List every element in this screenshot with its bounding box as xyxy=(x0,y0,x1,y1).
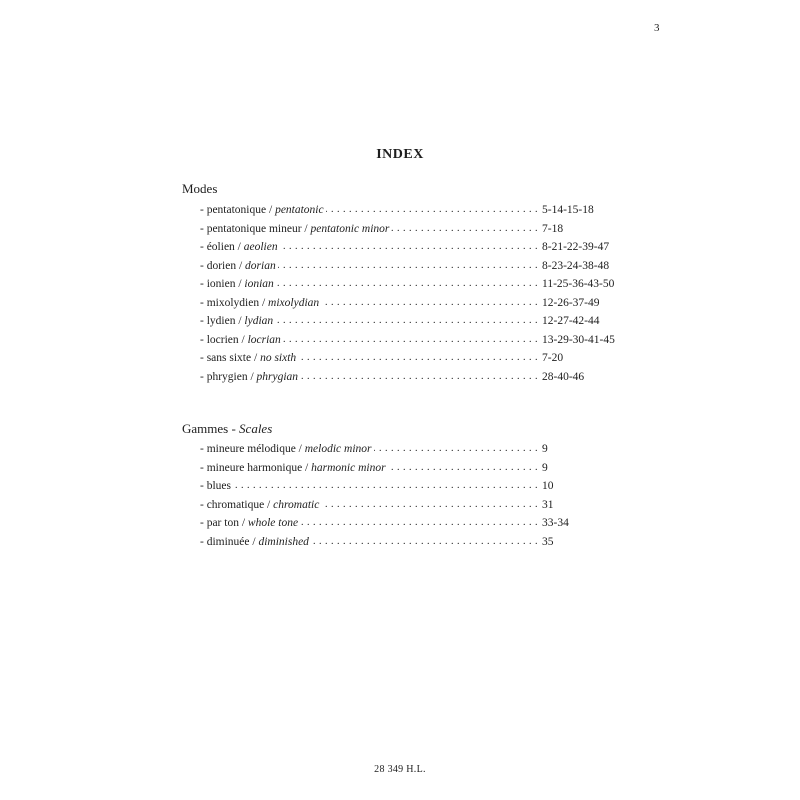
index-entry xyxy=(200,368,585,387)
index-entry xyxy=(200,312,600,331)
entry-label xyxy=(200,278,276,290)
index-title: INDEX xyxy=(376,147,424,162)
entry-label xyxy=(200,260,278,272)
index-entry xyxy=(200,496,554,515)
index-entry xyxy=(200,349,564,368)
entry-french-name: - lydien / xyxy=(200,315,245,327)
entry-french-name: - par ton / xyxy=(200,517,248,529)
index-entry xyxy=(200,533,554,552)
entry-label xyxy=(200,499,321,511)
entry-french-name: - pentatonique / xyxy=(200,204,276,216)
entry-french-name: - ionien / xyxy=(200,278,245,290)
index-entry xyxy=(200,331,615,350)
index-entry xyxy=(200,440,548,459)
entry-french-name: - mixolydien / xyxy=(200,296,269,309)
entry-page-numbers: 11-25-36-43-50 xyxy=(540,275,614,294)
entry-english-name: ionian xyxy=(244,278,274,290)
entry-page-numbers: 8-21-22-39-47 xyxy=(540,238,609,257)
entry-english-name: lydian xyxy=(244,315,274,327)
scales-heading-en: Scales xyxy=(239,421,273,436)
entry-english-name: dorian xyxy=(245,259,276,272)
index-entry xyxy=(200,477,554,496)
entry-page-numbers: 31 xyxy=(540,496,554,515)
modes-list xyxy=(200,201,615,386)
entry-label xyxy=(200,241,280,253)
entry-page-numbers: 8-23-24-38-48 xyxy=(540,257,609,276)
entry-page-numbers: 13-29-30-41-45 xyxy=(540,331,615,350)
entry-english-name: locrian xyxy=(247,333,281,346)
entry-french-name: - mineure harmonique / xyxy=(200,461,312,474)
index-entry xyxy=(200,257,610,276)
entry-label xyxy=(200,480,233,492)
entry-french-name: - locrien / xyxy=(200,333,248,346)
index-entry xyxy=(200,514,569,533)
entry-page-numbers: 7-18 xyxy=(540,220,563,239)
entry-label xyxy=(200,462,388,474)
entry-french-name: - blues xyxy=(200,480,231,492)
entry-page-numbers: 12-26-37-49 xyxy=(540,294,600,313)
entry-page-numbers: 12-27-42-44 xyxy=(540,312,600,331)
entry-english-name: phrygian xyxy=(256,370,299,383)
entry-page-numbers: 9 xyxy=(540,440,548,459)
entry-french-name: - éolien / xyxy=(200,241,244,253)
index-entry xyxy=(200,220,564,239)
entry-english-name: diminished xyxy=(258,535,309,548)
entry-english-name: no sixth xyxy=(260,352,297,364)
entry-page-numbers: 9 xyxy=(540,459,548,478)
entry-page-numbers: 7-20 xyxy=(540,349,563,368)
index-entry xyxy=(200,275,615,294)
entry-label xyxy=(200,204,326,216)
dot-leader xyxy=(200,477,538,496)
scales-heading xyxy=(182,421,272,437)
entry-page-numbers: 33-34 xyxy=(540,514,569,533)
page-number: 3 xyxy=(654,22,660,34)
entry-label xyxy=(200,334,283,346)
entry-french-name: - dorien / xyxy=(200,259,246,272)
entry-page-numbers: 10 xyxy=(540,477,554,496)
entry-french-name: - chromatique / xyxy=(200,498,274,511)
entry-page-numbers: 35 xyxy=(540,533,554,552)
entry-label xyxy=(200,297,321,309)
scales-heading-fr: Gammes - xyxy=(182,421,240,436)
entry-english-name: whole tone xyxy=(247,517,299,529)
entry-french-name: - mineure mélodique / xyxy=(200,443,305,455)
entry-english-name: aeolien xyxy=(243,241,278,253)
entry-label xyxy=(200,371,300,383)
entry-english-name: chromatic xyxy=(273,498,320,511)
entry-english-name: melodic minor xyxy=(304,443,372,455)
entry-english-name: pentatonic xyxy=(275,204,324,216)
entry-french-name: - sans sixte / xyxy=(200,352,261,364)
modes-heading xyxy=(182,181,217,197)
index-entry xyxy=(200,294,600,313)
entry-label xyxy=(200,315,275,327)
footer-catalog-number: 28 349 H.L. xyxy=(374,764,426,775)
entry-page-numbers: 28-40-46 xyxy=(540,368,584,387)
entry-english-name: harmonic minor xyxy=(311,461,386,474)
scales-list xyxy=(200,440,569,551)
entry-label xyxy=(200,536,311,548)
entry-english-name: pentatonic minor xyxy=(310,222,390,235)
modes-heading-text: Modes xyxy=(182,181,218,196)
entry-french-name: - pentatonique mineur / xyxy=(200,222,311,235)
index-entry xyxy=(200,459,548,478)
entry-label xyxy=(200,352,298,364)
entry-page-numbers: 5-14-15-18 xyxy=(540,201,594,220)
entry-label xyxy=(200,517,300,529)
entry-label xyxy=(200,223,391,235)
index-entry xyxy=(200,238,610,257)
index-entry xyxy=(200,201,594,220)
entry-french-name: - diminuée / xyxy=(200,535,259,548)
entry-label xyxy=(200,443,374,455)
entry-english-name: mixolydian xyxy=(268,296,320,309)
entry-french-name: - phrygien / xyxy=(200,370,257,383)
